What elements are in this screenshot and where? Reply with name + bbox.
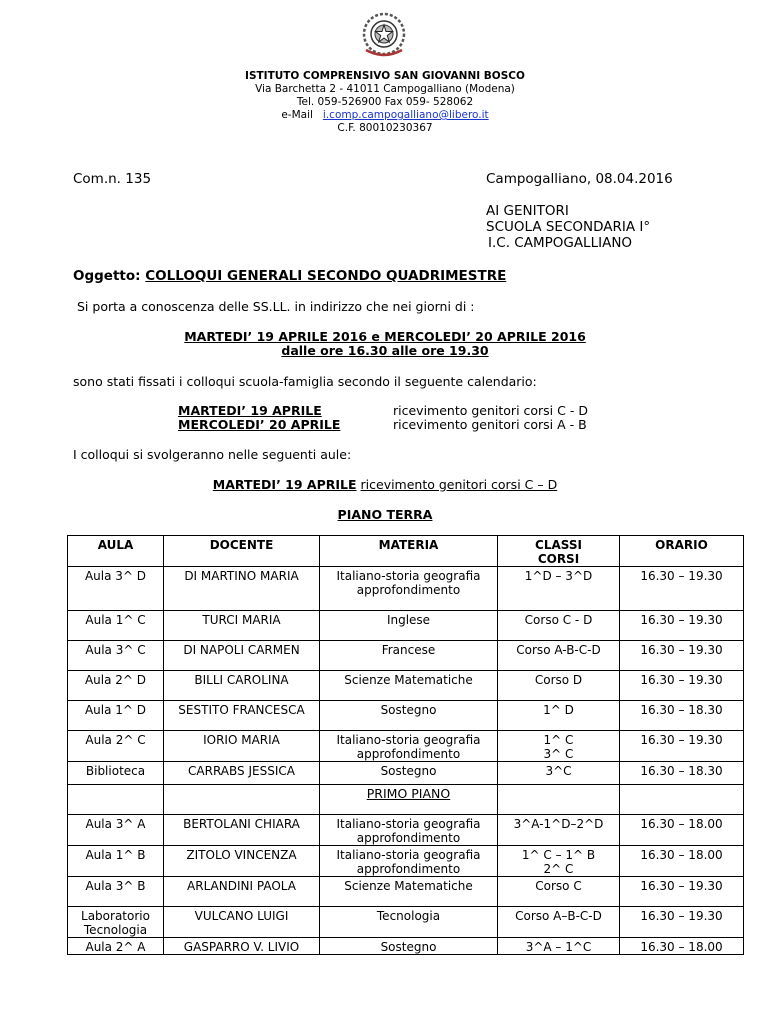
empty-cell xyxy=(164,785,320,815)
table-row xyxy=(68,731,744,762)
cell-docente: TURCI MARIA xyxy=(164,611,320,641)
cell-classi: 3^A-1^D–2^D xyxy=(498,815,620,846)
cell-aula: Aula 1^ B xyxy=(68,846,164,877)
email-link[interactable]: i.comp.campogalliano@libero.it xyxy=(322,109,489,121)
cell-aula: Aula 3^ A xyxy=(68,815,164,846)
schedule-desc: ricevimento genitori corsi C - D xyxy=(393,403,588,418)
cell-orario: 16.30 – 18.00 xyxy=(620,846,744,877)
header-aula: AULA xyxy=(68,536,164,567)
section-day: MARTEDI’ 19 APRILE xyxy=(212,477,357,492)
calendar-intro: sono stati fissati i colloqui scuola-famiglia secondo il seguente calendario: xyxy=(73,374,537,389)
school-name: ISTITUTO COMPRENSIVO SAN GIOVANNI BOSCO xyxy=(245,70,525,82)
empty-cell xyxy=(498,785,620,815)
cell-docente: BILLI CAROLINA xyxy=(164,671,320,701)
empty-cell xyxy=(68,785,164,815)
table-row xyxy=(68,701,744,731)
table-row xyxy=(68,641,744,671)
floor-ground-title: PIANO TERRA xyxy=(337,507,433,522)
table-row xyxy=(68,846,744,877)
school-tax-code: C.F. 80010230367 xyxy=(337,122,433,134)
cell-orario: 16.30 – 19.30 xyxy=(620,567,744,611)
cell-orario: 16.30 – 18.00 xyxy=(620,938,744,955)
table-row xyxy=(68,938,744,955)
subject-label: Oggetto xyxy=(73,268,136,284)
table-row xyxy=(68,611,744,641)
cell-orario: 16.30 – 19.30 xyxy=(620,641,744,671)
cell-docente: CARRABS JESSICA xyxy=(164,762,320,785)
table-body xyxy=(68,567,744,955)
empty-cell xyxy=(620,785,744,815)
document-number: Com.n. 135 xyxy=(73,171,152,187)
cell-aula: Aula 3^ C xyxy=(68,641,164,671)
table-row xyxy=(68,567,744,611)
cell-materia: Scienze Matematiche xyxy=(320,877,498,907)
subject-text: COLLOQUI GENERALI SECONDO QUADRIMESTRE xyxy=(145,268,507,284)
cell-orario: 16.30 – 19.30 xyxy=(620,611,744,641)
cell-aula: Aula 2^ A xyxy=(68,938,164,955)
table-row xyxy=(68,671,744,701)
schedule-day: MERCOLEDI’ 20 APRILE xyxy=(178,417,341,432)
dates-line-2: dalle ore 16.30 alle ore 19.30 xyxy=(281,343,489,358)
cell-materia: Italiano-storia geografia approfondimento xyxy=(320,731,498,762)
section-heading xyxy=(0,477,770,492)
recipient-line: SCUOLA SECONDARIA I° xyxy=(486,219,651,235)
cell-materia: Italiano-storia geografia approfondimento xyxy=(320,815,498,846)
rooms-intro: I colloqui si svolgeranno nelle seguenti aule: xyxy=(73,447,352,462)
cell-orario: 16.30 – 19.30 xyxy=(620,731,744,762)
cell-classi: Corso C xyxy=(498,877,620,907)
cell-aula: Biblioteca xyxy=(68,762,164,785)
cell-materia: Inglese xyxy=(320,611,498,641)
cell-orario: 16.30 – 19.30 xyxy=(620,907,744,938)
cell-classi: Corso A–B-C-D xyxy=(498,907,620,938)
cell-classi: 3^A – 1^C xyxy=(498,938,620,955)
subject-line: Oggetto: COLLOQUI GENERALI SECONDO QUADRIMESTRE xyxy=(73,268,507,284)
table-row xyxy=(68,762,744,785)
cell-materia: Italiano-storia geografia approfondimento xyxy=(320,567,498,611)
table-row xyxy=(68,907,744,938)
cell-orario: 16.30 – 19.30 xyxy=(620,671,744,701)
table-row xyxy=(68,815,744,846)
recipient-line: I.C. CAMPOGALLIANO xyxy=(488,235,633,251)
cell-materia: Tecnologia xyxy=(320,907,498,938)
cell-docente: SESTITO FRANCESCA xyxy=(164,701,320,731)
cell-aula: Aula 1^ D xyxy=(68,701,164,731)
section-desc: ricevimento genitori corsi C – D xyxy=(360,477,558,492)
schedule-day: MARTEDI’ 19 APRILE xyxy=(178,403,322,418)
cell-classi: 1^ C – 1^ B 2^ C xyxy=(498,846,620,877)
cell-materia: Sostegno xyxy=(320,701,498,731)
cell-aula: Aula 2^ D xyxy=(68,671,164,701)
cell-materia: Scienze Matematiche xyxy=(320,671,498,701)
header-docente: DOCENTE xyxy=(164,536,320,567)
cell-orario: 16.30 – 18.00 xyxy=(620,815,744,846)
school-phone-fax: Tel. 059-526900 Fax 059- 528062 xyxy=(296,96,474,108)
republic-emblem-icon xyxy=(358,10,410,60)
cell-docente: ARLANDINI PAOLA xyxy=(164,877,320,907)
floor-separator-row xyxy=(68,785,744,815)
cell-classi: Corso A-B-C-D xyxy=(498,641,620,671)
cell-classi: 1^ C 3^ C xyxy=(498,731,620,762)
cell-orario: 16.30 – 18.30 xyxy=(620,701,744,731)
floor-first-title: PRIMO PIANO xyxy=(320,785,498,815)
table-header-row xyxy=(68,536,744,567)
cell-classi: 3^C xyxy=(498,762,620,785)
email-label: e-Mail xyxy=(281,109,313,121)
cell-docente: DI NAPOLI CARMEN xyxy=(164,641,320,671)
cell-materia: Sostegno xyxy=(320,938,498,955)
place-date: Campogalliano, 08.04.2016 xyxy=(486,171,673,187)
schedule-desc: ricevimento genitori corsi A - B xyxy=(393,417,587,432)
cell-aula: Aula 3^ B xyxy=(68,877,164,907)
schedule-table xyxy=(67,535,744,955)
header-orario: ORARIO xyxy=(620,536,744,567)
cell-docente: IORIO MARIA xyxy=(164,731,320,762)
cell-classi: Corso D xyxy=(498,671,620,701)
cell-aula: Laboratorio Tecnologia xyxy=(68,907,164,938)
cell-docente: VULCANO LUIGI xyxy=(164,907,320,938)
cell-docente: BERTOLANI CHIARA xyxy=(164,815,320,846)
cell-docente: DI MARTINO MARIA xyxy=(164,567,320,611)
cell-materia: Francese xyxy=(320,641,498,671)
cell-materia: Italiano-storia geografia approfondimento xyxy=(320,846,498,877)
cell-docente: GASPARRO V. LIVIO xyxy=(164,938,320,955)
cell-classi: 1^ D xyxy=(498,701,620,731)
cell-aula: Aula 2^ C xyxy=(68,731,164,762)
school-email-line xyxy=(0,109,770,122)
cell-orario: 16.30 – 19.30 xyxy=(620,877,744,907)
intro-text: Si porta a conoscenza delle SS.LL. in indirizzo che nei giorni di : xyxy=(77,299,475,314)
table-row xyxy=(68,877,744,907)
header-materia: MATERIA xyxy=(320,536,498,567)
cell-classi: Corso C - D xyxy=(498,611,620,641)
cell-aula: Aula 3^ D xyxy=(68,567,164,611)
cell-orario: 16.30 – 18.30 xyxy=(620,762,744,785)
cell-classi: 1^D – 3^D xyxy=(498,567,620,611)
cell-materia: Sostegno xyxy=(320,762,498,785)
recipient-line: AI GENITORI xyxy=(486,203,569,219)
school-address: Via Barchetta 2 - 41011 Campogalliano (Modena) xyxy=(255,83,515,95)
header-classi: CLASSI CORSI xyxy=(498,536,620,567)
dates-line-1: MARTEDI’ 19 APRILE 2016 e MERCOLEDI’ 20 APRILE 2016 xyxy=(184,329,586,344)
cell-aula: Aula 1^ C xyxy=(68,611,164,641)
cell-docente: ZITOLO VINCENZA xyxy=(164,846,320,877)
